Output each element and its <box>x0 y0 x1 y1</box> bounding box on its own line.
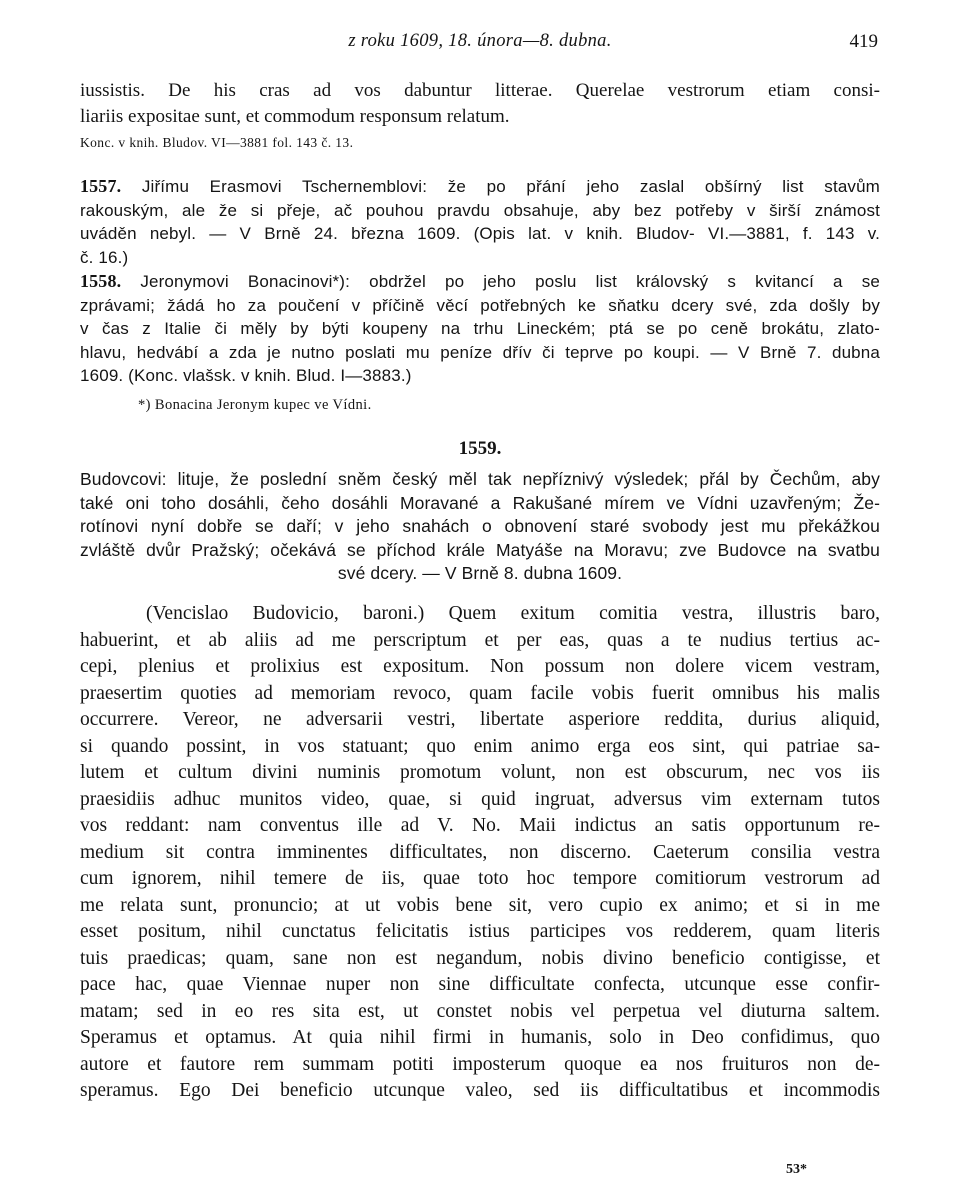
footnote: *) Bonacina Jeronym kupec ve Vídni. <box>138 397 372 413</box>
text-line: hlavu, hedvábí a zda je nutno poslati mu peníze dřív či teprve po koupi. — V Brně 7. dubna <box>80 342 880 362</box>
text-line: autore et fautore rem summam potiti imposterum quoque ea nos fruituros non de- <box>80 1053 880 1075</box>
text-line: me relata sunt, pronuncio; at ut vobis bene sit, vero cupio ex animo; et si in me <box>80 894 880 916</box>
text-line: cum ignorem, nihil temere de iis, quae toto hoc tempore comitiorum vestrorum ad <box>80 868 880 889</box>
signature-mark: 53* <box>786 1162 807 1177</box>
entry-text: Jiřímu Erasmovi Tschernemblovi: že po přání jeho zaslal obšírný list stavům <box>141 177 880 196</box>
text-line: rotínovi nyní dobře se daří; v jeho snahách o obnovení staré svobody jest mu překážkou <box>80 516 880 537</box>
text-line: si quando possint, in vos statuant; quo enim animo erga eos sint, qui patriae sa- <box>80 735 880 757</box>
book-page <box>80 0 880 1178</box>
text-line: cepi, plenius et prolixius est expositum. Non possum non dolere vicem vestram, <box>80 656 880 677</box>
text-line: č. 16.) <box>80 247 129 267</box>
text-line: iussistis. De his cras ad vos dabuntur litterae. Querelae vestrorum etiam consi- <box>80 80 880 101</box>
text-line: 1609. (Konc. vlašsk. v knih. Blud. I—3883.) <box>80 366 412 385</box>
text-line: Speramus et optamus. At quia nihil firmi in humanis, solo in Deo confidimus, quo <box>80 1027 880 1048</box>
entry-1557 <box>80 175 880 269</box>
entry-number: 1558. <box>80 271 122 291</box>
text-line: zprávami; žádá ho za poučení v příčině věcí potřebných ke sňatku dcery své, zda došly by <box>80 295 880 315</box>
source-note: Konc. v knih. Bludov. VI—3881 fol. 143 č. 13. <box>80 135 354 150</box>
intro-paragraph <box>80 78 880 130</box>
page-number: 419 <box>849 31 878 52</box>
entry-1559-summary <box>80 468 880 586</box>
text-line: také oni toho dosáhli, čeho dosáhli Moravané a Rakušané mírem ve Vídni uzavřeným; Že- <box>80 492 880 513</box>
text-line: habuerint, et ab aliis ad me perscriptum et per eas, quas a te nudius tertius ac- <box>80 629 880 651</box>
running-title: z roku 160‍9, 18. února—8. dubna. <box>348 31 612 51</box>
text-line: medium sit contra imminentes difficultates, non discerno. Caeterum consilia vestra <box>80 841 880 863</box>
text-line: lutem et cultum divini numinis promotum volunt, non est obscurum, nec vos iis <box>80 762 880 783</box>
entry-number-heading: 1559. <box>458 438 502 459</box>
text-line: matam; sed in eo res sita est, ut constet nobis vel perpetua vel diuturna saltem. <box>80 1000 880 1022</box>
entry-number: 1557. <box>80 176 122 196</box>
entry-1558 <box>80 270 880 388</box>
text-line: v čas z Italie či měly by býti koupeny na trhu Lineckém; ptá se po ceně brokátu, zlato- <box>80 319 880 338</box>
latin-letter <box>80 601 880 1105</box>
text-line: tuis praedicas; quam, sane non est negandum, nobis divino beneficio contigisse, et <box>80 947 880 969</box>
text-line: (Vencislao Budovicio, baroni.) Quem exitum comitia vestra, illustris baro, <box>146 603 880 624</box>
text-line: esset positum, nihil cunctatus felicitatis istius participes vos redderem, quam literis <box>80 921 880 942</box>
text-line: liariis expositae sunt, et commodum responsum relatum. <box>80 106 510 127</box>
text-line: uváděn nebyl. — V Brně 24. března 1609. (Opis lat. v knih. Bludov- VI.—3881, f. 143 v. <box>80 224 880 243</box>
text-line: rakouským, ale že si přeje, ač pouhou pravdu obsahuje, aby bez potřeby v širší známost <box>80 200 880 220</box>
text-line <box>80 175 880 199</box>
text-line: praesertim quoties ad memoriam revoco, quam facile vobis fuerit omnibus his malis <box>80 682 880 704</box>
text-line: vos reddant: nam conventus ille ad V. No. Maii indictus an satis opportunum re- <box>80 815 880 836</box>
text-line: pace hac, quae Viennae nuper non sine difficultate confecta, utcunque esse confir- <box>80 974 880 995</box>
text-line: praesidiis adhuc munitos video, quae, si quid ingruat, adversus vim externam tutos <box>80 788 880 810</box>
text-line: speramus. Ego Dei beneficio utcunque valeo, sed iis difficultatibus et incommodis <box>80 1080 880 1101</box>
text-line: své dcery. — V Brně 8. dubna 1609. <box>337 563 623 584</box>
text-line <box>80 270 880 294</box>
text-line: occurrere. Vereor, ne adversarii vestri, libertate asperiore reddita, durius aliquid, <box>80 709 880 730</box>
text-line: zvláště dvůr Pražský; očekává se příchod krále Matyáše na Moravu; zve Budovce na svatbu <box>80 539 880 560</box>
page-header <box>80 31 880 55</box>
text-line: Budovcovi: lituje, že poslední sněm český měl tak nepříznivý výsledek; přál by Čechům, aby <box>80 469 880 489</box>
entry-text: Jeronymovi Bonacinovi*): obdržel po jeho poslu list královský s kvitancí a se <box>140 272 881 291</box>
